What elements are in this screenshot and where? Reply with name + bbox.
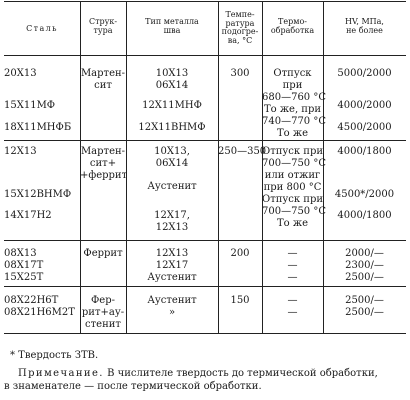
header-temperature: Темпе- ратура подогре- ва, °С xyxy=(221,10,259,45)
footnote-star: * Твердость ЗТВ. xyxy=(10,350,99,361)
metal-type-cell: 12Х13 12Х17 Аустенит xyxy=(147,248,197,283)
header-steel: Сталь xyxy=(26,24,58,33)
hardness-cell: 4000/1800 xyxy=(337,210,392,221)
metal-type-cell: 10Х13 06Х14 xyxy=(155,68,189,91)
metal-type-cell: Аустенит xyxy=(147,181,197,192)
steel-name: 15Х12ВНМФ xyxy=(4,189,72,200)
hardness-cell: 4500*/2000 xyxy=(334,189,395,200)
note-text-1: В числителе твердость до термической обработки, xyxy=(107,368,378,379)
heat-treatment-cell: Отпуск при 700—750 °С или отжиг при 800 °С Отпуск при 700—750 °С То же xyxy=(262,146,327,229)
structure-cell: Фер- рит+ау- стенит xyxy=(81,295,125,330)
heat-treatment-cell: Отпуск при 680—760 °С То же, при 740—770 °С То же xyxy=(262,68,327,139)
rule-header-bottom xyxy=(4,55,406,56)
hardness-cell: 4500/2000 xyxy=(337,122,392,133)
steel-name: 12Х13 xyxy=(4,146,37,157)
metal-type-cell: 12Х11МНФ xyxy=(142,100,202,111)
steel-name: 14Х17Н2 xyxy=(4,210,52,221)
structure-cell: Мартен- сит xyxy=(80,68,126,91)
temperature-cell: 200 xyxy=(230,248,250,259)
rule-group2-bottom xyxy=(4,240,406,241)
temperature-cell: 150 xyxy=(230,295,250,306)
footnote-note-line2: в знаменателе — после термической обработки. xyxy=(4,381,262,392)
rule-group3-bottom xyxy=(4,286,406,287)
steel-name: 18Х11МНФБ xyxy=(4,122,72,133)
header-heat-treatment: Термо- обработка xyxy=(270,17,315,35)
metal-type-cell: 10Х13, 06Х14 xyxy=(154,146,190,169)
steel-name: 15Х11МФ xyxy=(4,100,56,111)
heat-treatment-cell: — — — xyxy=(287,248,298,283)
rule-table-bottom xyxy=(4,333,406,334)
steel-name: 08Х13 08Х17Т 15Х25Т xyxy=(4,248,44,283)
heat-treatment-cell: — — xyxy=(287,295,298,318)
structure-cell: Феррит xyxy=(83,248,123,259)
header-hardness: HV, МПа, не более xyxy=(345,17,384,35)
structure-cell: Мартен- сит+ +феррит xyxy=(80,146,128,181)
note-label: Примечание. xyxy=(18,368,104,379)
metal-type-cell: Аустенит » xyxy=(147,295,197,318)
rule-top xyxy=(4,1,406,2)
hardness-cell: 4000/2000 xyxy=(337,100,392,111)
header-metal-type: Тип металла шва xyxy=(145,17,199,35)
rule-group1-bottom xyxy=(4,140,406,141)
hardness-cell: 5000/2000 xyxy=(337,68,392,79)
hardness-cell: 2500/— 2500/— xyxy=(345,295,384,318)
metal-type-cell: 12Х17, 12Х13 xyxy=(154,210,190,233)
steel-name: 20Х13 xyxy=(4,68,37,79)
steel-name: 08Х22Н6Т 08Х21Н6М2Т xyxy=(4,295,75,318)
hardness-cell: 2000/— 2300/— 2500/— xyxy=(345,248,384,283)
hardness-cell: 4000/1800 xyxy=(337,146,392,157)
header-structure: Струк- тура xyxy=(88,17,118,35)
metal-type-cell: 12Х11ВНМФ xyxy=(138,122,206,133)
temperature-cell: 250—350 xyxy=(218,146,267,157)
col-divider-3 xyxy=(218,1,219,333)
temperature-cell: 300 xyxy=(230,68,250,79)
footnote-note xyxy=(18,368,378,380)
